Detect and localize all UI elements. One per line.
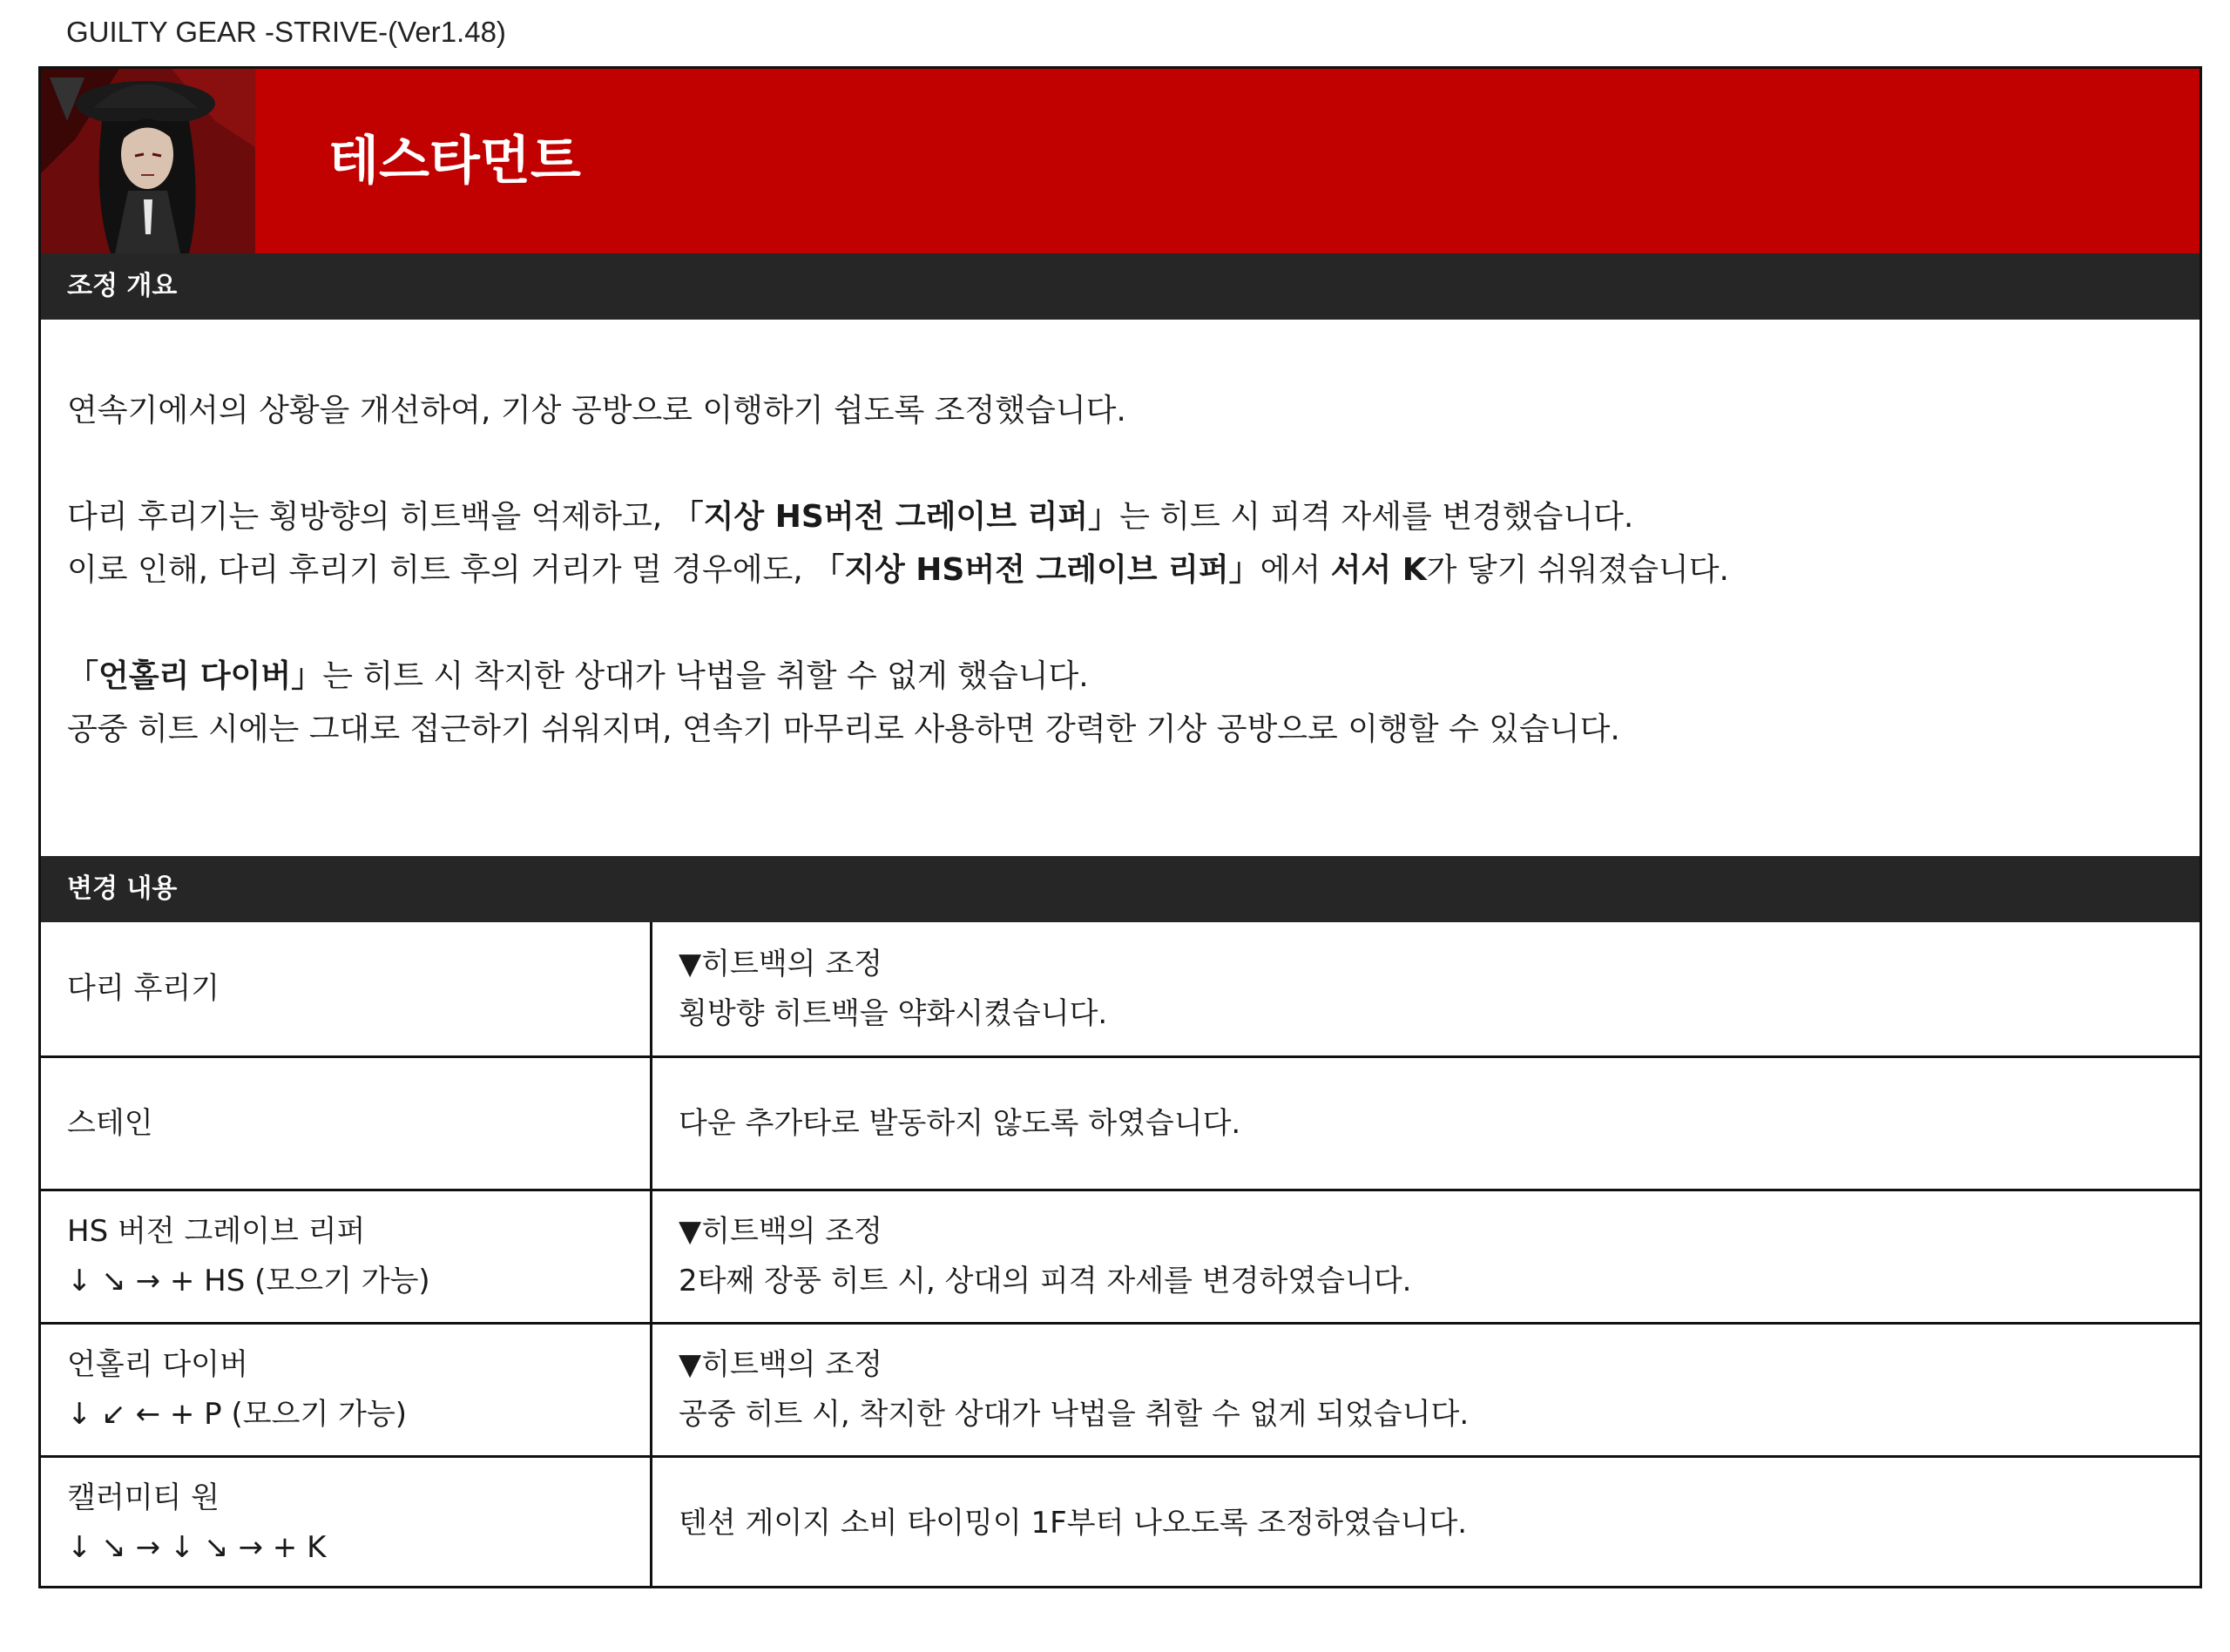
table-row <box>41 1455 2200 1588</box>
overview-text: 가 닿기 쉬워졌습니다. <box>1426 552 1729 588</box>
change-heading: ▼히트백의 조정 <box>679 1214 883 1249</box>
overview-text: 는 히트 시 착지한 상대가 낙법을 취할 수 없게 했습니다. <box>322 658 1089 694</box>
move-cell <box>41 1191 652 1322</box>
change-detail: 횡방향 히트백을 약화시켰습니다. <box>679 995 1108 1031</box>
table-row <box>41 1055 2200 1189</box>
overview-emphasis: 「언홀리 다이버」 <box>67 658 323 694</box>
move-command: ↓ ↘ → ↓ ↘ → + K <box>67 1530 327 1565</box>
overview-emphasis: 「지상 HS버전 그레이브 리퍼」 <box>672 499 1120 535</box>
overview-paragraph <box>67 650 2158 703</box>
overview-paragraph <box>67 543 2158 597</box>
character-portrait <box>41 69 255 253</box>
move-command: ↓ ↙ ← + P (모으기 가능) <box>67 1397 408 1432</box>
overview-body <box>67 384 2158 756</box>
change-cell <box>652 1325 2200 1455</box>
move-cell <box>41 1325 652 1455</box>
overview-emphasis: 서서 K <box>1330 552 1427 588</box>
overview-emphasis: 「지상 HS버전 그레이브 리퍼」 <box>813 552 1260 588</box>
overview-text: 이로 인해, 다리 후리기 히트 후의 거리가 멀 경우에도, <box>67 552 814 588</box>
move-name: 스테인 <box>67 1105 153 1141</box>
move-name: HS 버전 그레이브 리퍼 <box>67 1214 366 1249</box>
overview-text: 에서 <box>1260 552 1331 588</box>
overview-text: 연속기에서의 상황을 개선하여, 기상 공방으로 이행하기 쉽도록 조정했습니다. <box>67 393 1126 428</box>
change-detail: 다운 추가타로 발동하지 않도록 하였습니다. <box>679 1105 1241 1141</box>
character-banner <box>41 69 2200 253</box>
change-cell <box>652 1191 2200 1322</box>
changes-section-header: 변경 내용 <box>41 856 2200 922</box>
change-heading: ▼히트백의 조정 <box>679 946 883 981</box>
move-command: ↓ ↘ → + HS (모으기 가능) <box>67 1264 430 1298</box>
change-cell <box>652 1458 2200 1588</box>
change-cell <box>652 1058 2200 1189</box>
changes-table <box>41 922 2200 1588</box>
move-name: 언홀리 다이버 <box>67 1347 248 1382</box>
table-row <box>41 922 2200 1055</box>
move-cell <box>41 1058 652 1189</box>
overview-paragraph <box>67 384 2158 437</box>
move-name: 캘러미티 원 <box>67 1480 220 1515</box>
change-detail: 공중 히트 시, 착지한 상대가 낙법을 취할 수 없게 되었습니다. <box>679 1397 1470 1432</box>
game-version-title: GUILTY GEAR -STRIVE-(Ver1.48) <box>66 16 506 48</box>
overview-text: 공중 히트 시에는 그대로 접근하기 쉬워지며, 연속기 마무리로 사용하면 강력한 기상 공방으로 이행할 수 있습니다. <box>67 711 1620 747</box>
overview-text: 는 히트 시 피격 자세를 변경했습니다. <box>1119 499 1634 535</box>
patch-notes-card <box>38 66 2202 1588</box>
character-name: 테스타먼트 <box>328 131 581 192</box>
change-cell <box>652 922 2200 1055</box>
overview-paragraph <box>67 703 2158 756</box>
overview-section-header: 조정 개요 <box>41 253 2200 320</box>
overview-text: 다리 후리기는 횡방향의 히트백을 억제하고, <box>67 499 672 535</box>
overview-paragraph <box>67 490 2158 543</box>
change-detail: 텐션 게이지 소비 타이밍이 1F부터 나오도록 조정하였습니다. <box>679 1505 1468 1541</box>
table-row <box>41 1189 2200 1322</box>
change-detail: 2타째 장풍 히트 시, 상대의 피격 자세를 변경하였습니다. <box>679 1264 1412 1298</box>
table-row <box>41 1322 2200 1455</box>
move-cell <box>41 922 652 1055</box>
move-name: 다리 후리기 <box>67 971 220 1006</box>
move-cell <box>41 1458 652 1588</box>
change-heading: ▼히트백의 조정 <box>679 1347 883 1382</box>
